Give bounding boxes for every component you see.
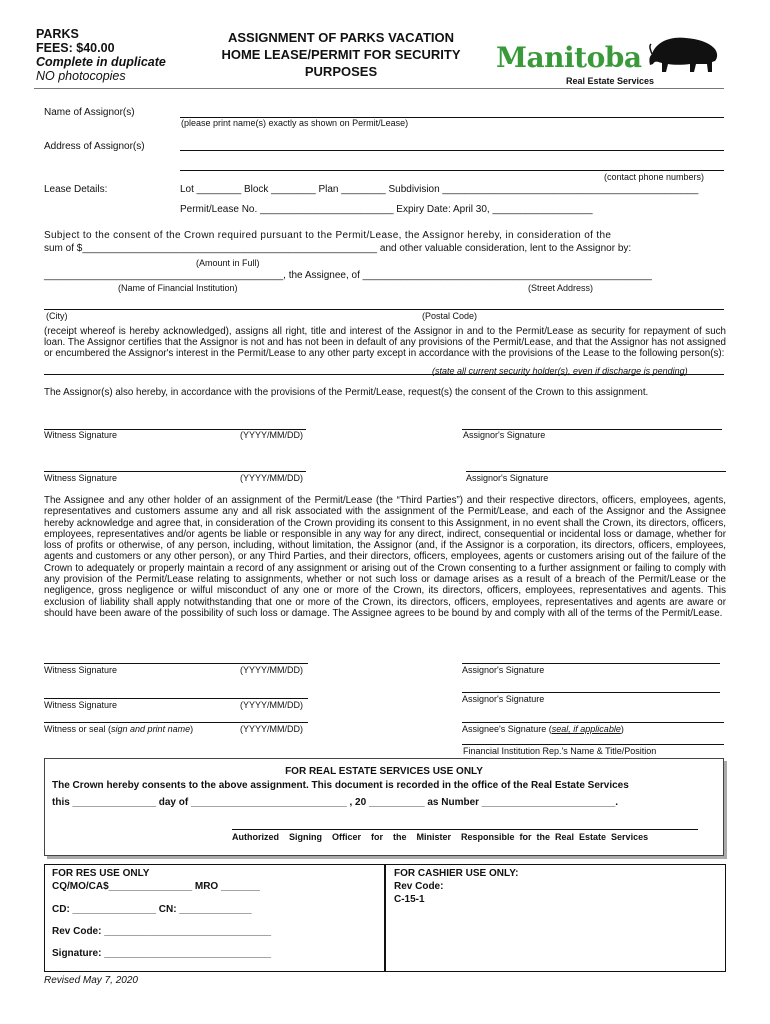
- fin-rep-label: Financial Institution Rep.'s Name & Title/Position: [463, 746, 657, 756]
- res-only-title: FOR RES USE ONLY: [52, 868, 150, 879]
- witness-sig-line-2[interactable]: [44, 471, 306, 472]
- amount-hint: (Amount in Full): [196, 258, 260, 268]
- witness-sig-line-3[interactable]: [44, 663, 308, 664]
- logo-wordmark: Manitoba: [496, 41, 642, 74]
- witness-seal-post: ): [190, 724, 194, 734]
- cashier-code: C-15-1: [394, 894, 425, 905]
- postal-hint: (Postal Code): [422, 311, 478, 321]
- cashier-rev-code: Rev Code:: [394, 881, 444, 892]
- fin-rep-line[interactable]: [462, 744, 724, 745]
- assignor-sig-line-4[interactable]: [462, 692, 720, 693]
- date-label-3: (YYYY/MM/DD): [240, 665, 303, 675]
- assignor-address-field-2[interactable]: [180, 170, 724, 171]
- witness-label-1: Witness Signature: [44, 430, 118, 440]
- officer-sig-line[interactable]: [232, 829, 698, 830]
- logo-subtitle: Real Estate Services: [566, 76, 655, 86]
- assignor-name-hint: (please print name(s) exactly as shown on Permit/Lease): [181, 118, 409, 128]
- assignee-pre: Assignee's Signature (: [462, 724, 552, 734]
- lot-block-plan-line[interactable]: Lot ________ Block ________ Plan ________ Subdivision ______________________________________________: [180, 184, 699, 195]
- officer-label: Authorized Signing Officer for the Minister Responsible for the Real Estate Services: [232, 832, 649, 842]
- witness-seal-line[interactable]: [44, 722, 308, 723]
- assignor-sig-line-2[interactable]: [466, 471, 726, 472]
- assignor-name-label: Name of Assignor(s): [44, 107, 135, 118]
- receipt-paragraph: (receipt whereof is hereby acknowledged), assigns all right, title and interest of the Assignor in and to the Permit/Lease as security for repayment of such loan. The Assignor certifies that the Assignor is not and has not been in default of any provisions of the Permit/Lease, and that the Assignor has not assigned or encumbered the Assignor's interest in the Permit/Lease to any other party except in accordance with the provisions of the Lease to the following person(s):: [44, 326, 726, 360]
- rev-code-line[interactable]: Rev Code: ______________________________: [52, 926, 272, 937]
- assignor-address-field-1[interactable]: [180, 150, 724, 151]
- manitoba-logo: [496, 36, 726, 90]
- witness-label-2: Witness Signature: [44, 473, 118, 483]
- complete-note: Complete in duplicate: [36, 55, 166, 69]
- phone-hint: (contact phone numbers): [604, 172, 705, 182]
- assignor-label-2: Assignor's Signature: [466, 473, 549, 483]
- assignor-label-4: Assignor's Signature: [462, 694, 545, 704]
- city-postal-field[interactable]: [44, 309, 724, 310]
- institution-hint: (Name of Financial Institution): [118, 283, 238, 293]
- witness-seal-pre: Witness or seal (: [44, 724, 112, 734]
- date-label-1: (YYYY/MM/DD): [240, 430, 303, 440]
- witness-seal-label: [44, 724, 193, 734]
- title-line-2: HOME LEASE/PERMIT FOR SECURITY: [221, 47, 461, 62]
- request-paragraph: The Assignor(s) also hereby, in accordance with the provisions of the Permit/Lease, request(s) the consent of the Crown to this assignment.: [44, 387, 649, 398]
- res-record-line[interactable]: this _______________ day of ____________________________ , 20 __________ as Number ________________________.: [52, 797, 619, 808]
- date-label-4: (YYYY/MM/DD): [240, 700, 303, 710]
- cashier-title: FOR CASHIER USE ONLY:: [394, 868, 519, 879]
- assignee-sig-label: [462, 724, 624, 734]
- city-hint: (City): [46, 311, 68, 321]
- title-line-3: PURPOSES: [304, 64, 378, 79]
- assignor-label-1: Assignor's Signature: [463, 430, 546, 440]
- witness-label-3: Witness Signature: [44, 665, 118, 675]
- title-line-1: ASSIGNMENT OF PARKS VACATION: [227, 30, 455, 45]
- assignee-ital: seal, if applicable: [551, 724, 621, 734]
- date-label-5: (YYYY/MM/DD): [240, 724, 303, 734]
- lease-details-label: Lease Details:: [44, 184, 108, 195]
- res-consent-text: The Crown hereby consents to the above assignment. This document is recorded in the office of the Real Estate Services: [52, 780, 629, 791]
- no-photocopies-note: NO photocopies: [36, 69, 126, 83]
- date-label-2: (YYYY/MM/DD): [240, 473, 303, 483]
- witness-seal-ital: sign and print name: [111, 724, 191, 734]
- cq-mro-line[interactable]: CQ/MO/CA$_______________ MRO _______: [52, 881, 260, 892]
- fee-block: [36, 27, 166, 83]
- witness-label-4: Witness Signature: [44, 700, 118, 710]
- security-holders-hint: (state all current security holder(s), even if discharge is pending): [432, 366, 688, 376]
- parks-label: PARKS: [36, 27, 79, 41]
- assignor-sig-line-3[interactable]: [462, 663, 720, 664]
- street-hint: (Street Address): [528, 283, 594, 293]
- assignee-post: ): [620, 724, 624, 734]
- cd-cn-line[interactable]: CD: _______________ CN: _____________: [52, 904, 252, 915]
- revised-date: Revised May 7, 2020: [44, 975, 138, 986]
- assignor-address-label: Address of Assignor(s): [44, 141, 145, 152]
- liability-paragraph: The Assignee and any other holder of an assignment of the Permit/Lease (the “Third Parties”) and their respective directors, officers, employees, agents, representatives and customers assume any and all risk associated with the assignment of the Permit/Lease, and each of the Assignor and the Assignee hereby acknowledge and agree that, in consideration of the Crown providing its consent to this Assignment, in no event shall the Crown, its directors, officers, employees, representatives and/or agents be liable or responsible in any way for any direct, indirect, consequential or incidental loss or damage, whether for loss of profits or otherwise, of any person, including, without limitation, the Assignor (and, if the Assignor is a corporation, its directors, officers, employees, agents and customers or any other person), or any Third Parties, and their directors, officers, employees, agents or customers arising out of the failure of the Crown to adequately or properly maintain a record of any assignment or arising out of the Crown consenting to a further assignment or failing to comply with any provision of the Permit/Lease relating to assignments, whether or not such loss or damage arises as a result of a breach of the Permit/Lease or the negligence, gross negligence or wilful misconduct of any one or more of the Crown, its directors, officers, employees, representatives and agents. This exclusion of liability shall apply notwithstanding that one or more of the Crown, its directors, officers, employees, representatives and agents are aware or should have been aware of the possibility of such loss or damage. The Assignee agrees to be bound by and comply with all of the terms of the Permit/Lease.: [44, 495, 726, 619]
- form-title: [196, 29, 486, 80]
- assignee-line[interactable]: ___________________________________________, the Assignee, of ____________________________________________________: [44, 270, 652, 281]
- assignor-label-3: Assignor's Signature: [462, 665, 545, 675]
- consent-line-2[interactable]: sum of $_____________________________________________________ and other valuable consideration, lent to the Assignor by:: [44, 243, 632, 254]
- witness-sig-line-4[interactable]: [44, 698, 308, 699]
- bison-icon: [646, 34, 720, 76]
- fees-label: FEES: $40.00: [36, 41, 115, 55]
- permit-expiry-line[interactable]: Permit/Lease No. ________________________ Expiry Date: April 30, __________________: [180, 204, 593, 215]
- assignee-sig-line[interactable]: [462, 722, 724, 723]
- res-box-title: FOR REAL ESTATE SERVICES USE ONLY: [285, 766, 483, 777]
- consent-line-1: Subject to the consent of the Crown required pursuant to the Permit/Lease, the Assignor hereby, in consideration of the: [44, 230, 612, 241]
- signature-line[interactable]: Signature: ______________________________: [52, 948, 272, 959]
